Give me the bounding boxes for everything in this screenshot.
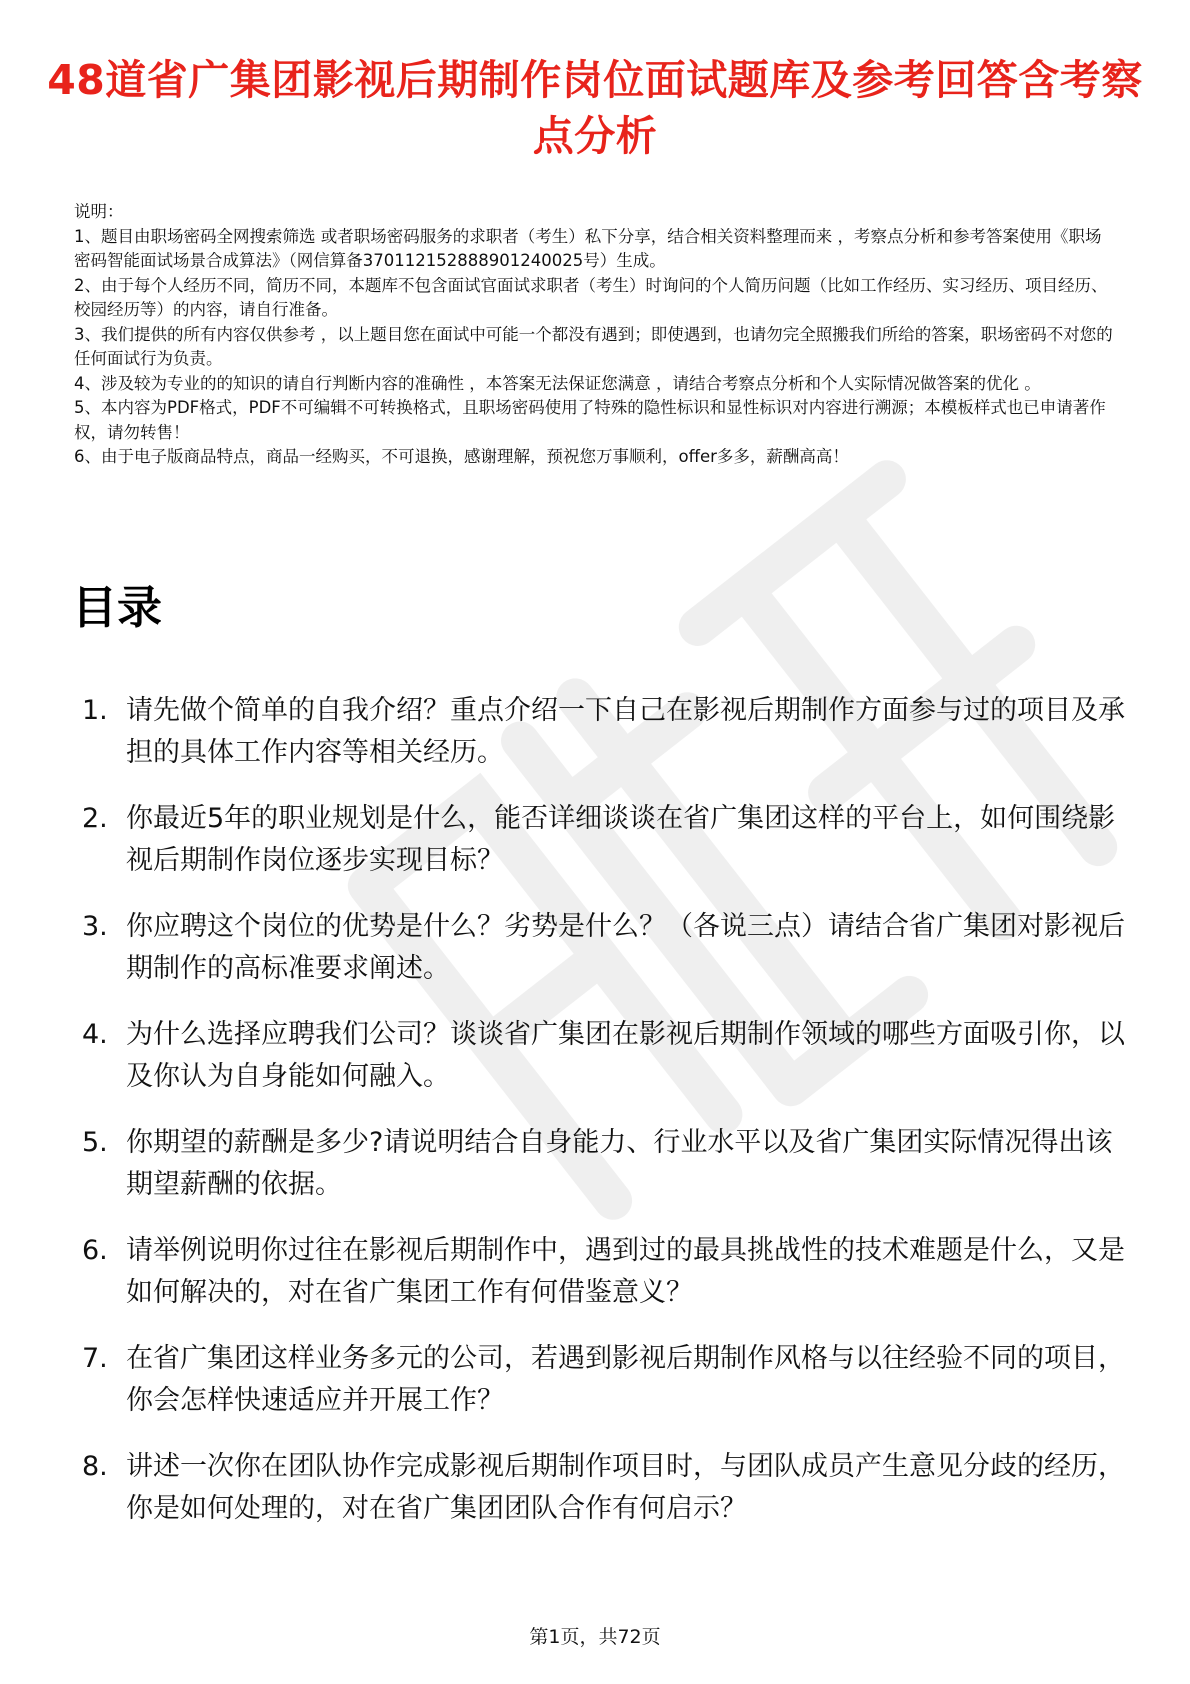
toc-item-number: 6.: [82, 1235, 108, 1266]
toc-item-number: 4.: [82, 1019, 108, 1050]
toc-item[interactable]: [82, 798, 1132, 882]
toc-item-text: 讲述一次你在团队协作完成影视后期制作项目时，与团队成员产生意见分歧的经历，你是如何处理的，对在省广集团团队合作有何启示？: [126, 1451, 1125, 1524]
toc-item-number: 7.: [82, 1343, 108, 1374]
toc-item[interactable]: [82, 1122, 1132, 1206]
toc-item-number: 1.: [82, 695, 108, 726]
toc-item-text: 你应聘这个岗位的优势是什么？劣势是什么？（各说三点）请结合省广集团对影视后期制作的高标准要求阐述。: [126, 911, 1125, 984]
toc-item-number: 2.: [82, 803, 108, 834]
notes-section: [74, 200, 1114, 470]
toc-item[interactable]: [82, 1446, 1132, 1530]
toc-item[interactable]: [82, 1014, 1132, 1098]
toc-item[interactable]: [82, 1338, 1132, 1422]
note-item: 6、由于电子版商品特点，商品一经购买，不可退换，感谢理解，预祝您万事顺利，offer多多，薪酬高高！: [74, 447, 849, 466]
toc-item-number: 8.: [82, 1451, 108, 1482]
toc-item[interactable]: [82, 690, 1132, 774]
toc-item[interactable]: [82, 906, 1132, 990]
toc-item-text: 在省广集团这样业务多元的公司，若遇到影视后期制作风格与以往经验不同的项目，你会怎样快速适应并开展工作？: [126, 1343, 1125, 1416]
toc-item-text: 你期望的薪酬是多少?请说明结合自身能力、行业水平以及省广集团实际情况得出该期望薪酬的依据。: [126, 1127, 1113, 1200]
toc-list: [82, 690, 1132, 1554]
note-item: 4、涉及较为专业的的知识的请自行判断内容的准确性 ，本答案无法保证您满意 ，请结合考察点分析和个人实际情况做答案的优化 。: [74, 373, 1041, 393]
toc-item-number: 3.: [82, 911, 108, 942]
note-item: 1、题目由职场密码全网搜索筛选 或者职场密码服务的求职者（考生）私下分享，结合相关资料整理而来 ，考察点分析和参考答案使用《职场密码智能面试场景合成算法》（网信算备370112152888901240025号）生成。: [74, 226, 1102, 270]
document-title: 48道省广集团影视后期制作岗位面试题库及参考回答含考察点分析: [47, 56, 1143, 160]
toc-heading: 目录: [72, 581, 163, 634]
notes-heading: 说明：: [74, 202, 124, 221]
toc-item-text: 请举例说明你过往在影视后期制作中，遇到过的最具挑战性的技术难题是什么，又是如何解决的，对在省广集团工作有何借鉴意义？: [126, 1235, 1125, 1308]
note-item: 2、由于每个人经历不同，简历不同，本题库不包含面试官面试求职者（考生）时询问的个人简历问题（比如工作经历、实习经历、项目经历、校园经历等）的内容，请自行准备。: [74, 275, 1108, 319]
toc-item-number: 5.: [82, 1127, 108, 1158]
note-item: 3、我们提供的所有内容仅供参考 ，以上题目您在面试中可能一个都没有遇到；即使遇到，也请勿完全照搬我们所给的答案，职场密码不对您的任何面试行为负责。: [74, 324, 1113, 368]
toc-item[interactable]: [82, 1230, 1132, 1314]
page-number: 第1页，共72页: [529, 1626, 661, 1648]
toc-item-text: 为什么选择应聘我们公司？谈谈省广集团在影视后期制作领域的哪些方面吸引你，以及你认为自身能如何融入。: [126, 1019, 1125, 1092]
toc-item-text: 你最近5年的职业规划是什么，能否详细谈谈在省广集团这样的平台上，如何围绕影视后期制作岗位逐步实现目标？: [126, 803, 1116, 876]
toc-item-text: 请先做个简单的自我介绍？重点介绍一下自己在影视后期制作方面参与过的项目及承担的具体工作内容等相关经历。: [126, 695, 1125, 768]
note-item: 5、本内容为PDF格式，PDF不可编辑不可转换格式，且职场密码使用了特殊的隐性标识和显性标识对内容进行溯源；本模板样式也已申请著作权，请勿转售！: [74, 398, 1106, 442]
